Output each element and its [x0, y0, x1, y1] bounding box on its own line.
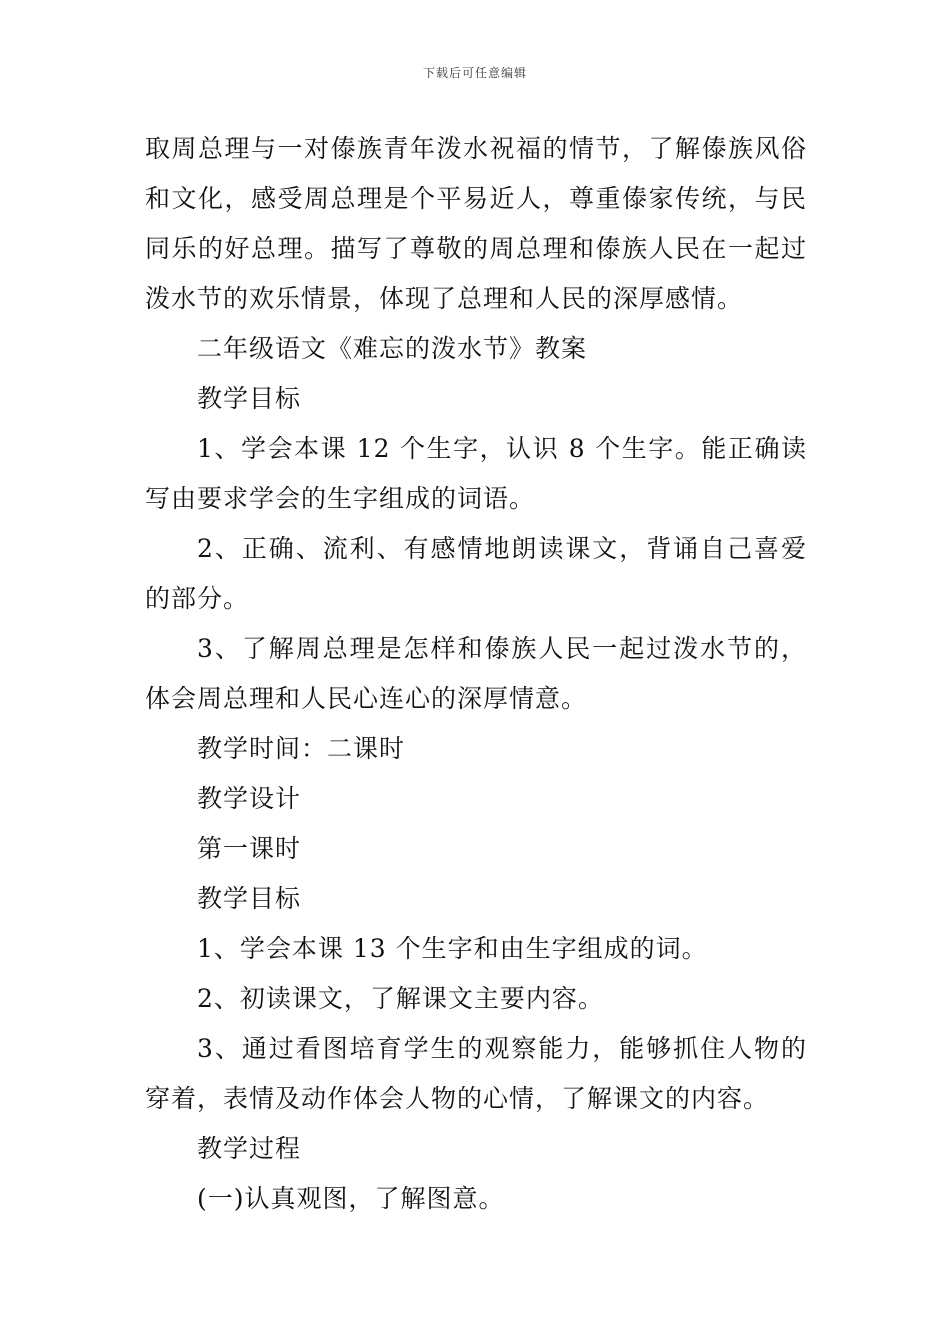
teaching-time: 教学时间：二课时 — [197, 734, 406, 763]
lesson-title: 二年级语文《难忘的泼水节》教案 — [197, 334, 588, 363]
section-heading-first-lesson: 第一课时 — [197, 834, 302, 863]
lesson1-goal-item-1: 1、学会本课 13 个生字和由生字组成的词。 — [197, 934, 708, 963]
page-header: 下载后可任意编辑 — [422, 66, 527, 80]
goal-item-1: 1、学会本课 12 个生字，认识 8 个生字。能正确读写由要求学会的生字组成的词语。 — [145, 434, 807, 513]
process-step-1: (一)认真观图，了解图意。 — [197, 1184, 505, 1213]
paragraph-continuation: 取周总理与一对傣族青年泼水祝福的情节，了解傣族风俗和文化，感受周总理是个平易近人，尊重傣家传统，与民同乐的好总理。描写了尊敬的周总理和傣族人民在一起过泼水节的欢乐情景，体现了总理和人民的深厚感情。 — [145, 134, 807, 313]
document-body — [145, 124, 807, 1224]
section-heading-design: 教学设计 — [197, 784, 302, 813]
section-heading-goals-2: 教学目标 — [197, 884, 302, 913]
goal-item-2: 2、正确、流利、有感情地朗读课文，背诵自己喜爱的部分。 — [145, 534, 807, 613]
section-heading-goals: 教学目标 — [197, 384, 302, 413]
lesson1-goal-item-2: 2、初读课文，了解课文主要内容。 — [197, 984, 604, 1013]
lesson1-goal-item-3: 3、通过看图培育学生的观察能力，能够抓住人物的穿着，表情及动作体会人物的心情，了解课文的内容。 — [145, 1034, 807, 1113]
goal-item-3: 3、了解周总理是怎样和傣族人民一起过泼水节的，体会周总理和人民心连心的深厚情意。 — [145, 634, 807, 713]
section-heading-process: 教学过程 — [197, 1134, 302, 1163]
